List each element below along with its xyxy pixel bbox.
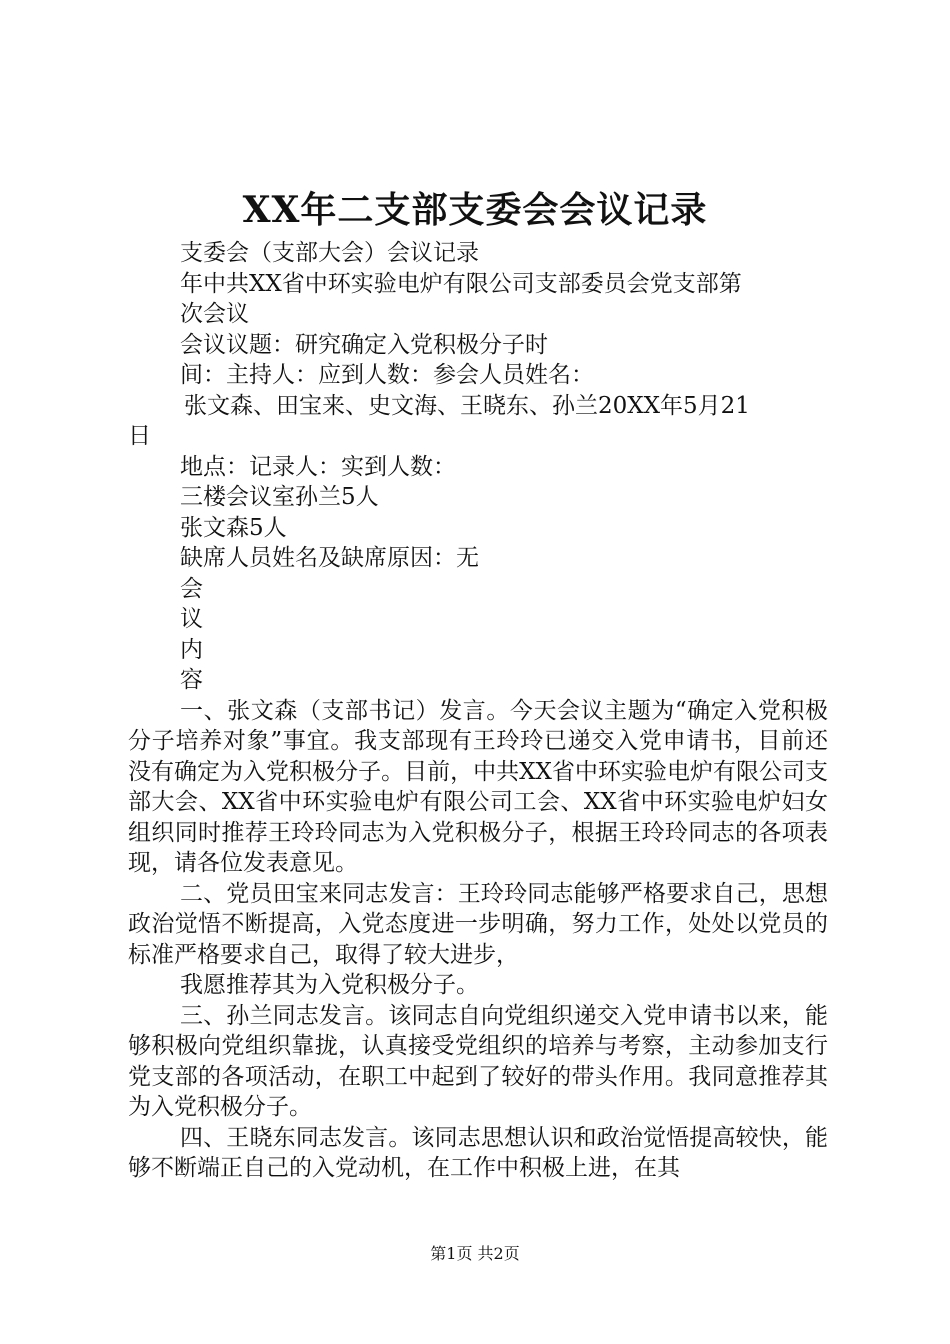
line-attendees: 张文森、田宝来、史文海、王晓东、孙兰20XX年5月21 — [184, 392, 750, 419]
paragraph-2-continuation: 我愿推荐其为入党积极分子。 — [180, 972, 479, 998]
vertical-char: 议 — [180, 606, 203, 632]
line-session: 次会议 — [180, 301, 249, 327]
line-meeting-type: 支委会（支部大会）会议记录 — [180, 240, 479, 266]
line-location-fields: 地点：记录人：实到人数： — [180, 453, 456, 480]
line-day: 日 — [128, 423, 151, 449]
line-organization: 年中共XX省中环实验电炉有限公司支部委员会党支部第 — [180, 270, 742, 297]
line-topic: 会议议题：研究确定入党积极分子时 — [180, 331, 548, 358]
vertical-char: 会 — [180, 575, 203, 602]
paragraph-4: 四、王晓东同志发言。该同志思想认识和政治觉悟提高较快，能够不断端正自己的入党动机，在工作中积极上进，在其 — [128, 1124, 828, 1181]
vertical-char: 内 — [180, 636, 203, 663]
page-footer: 第1页 共2页 — [430, 1244, 520, 1263]
line-location-values: 三楼会议室孙兰5人 — [180, 484, 379, 510]
paragraph-3: 三、孙兰同志发言。该同志自向党组织递交入党申请书以来，能够积极向党组织靠拢，认真接受党组织的培养与考察，主动参加支行党支部的各项活动，在职工中起到了较好的带头作用。我同意推荐其为入党积极分子。 — [128, 1002, 828, 1120]
line-fields: 间：主持人：应到人数：参会人员姓名： — [180, 362, 594, 388]
document-body — [128, 238, 828, 1184]
vertical-char: 容 — [180, 667, 203, 693]
line-host-values: 张文森5人 — [180, 514, 287, 541]
document-title: XX年二支部支委会会议记录 — [242, 189, 708, 231]
paragraph-2: 二、党员田宝来同志发言：王玲玲同志能够严格要求自己，思想政治觉悟不断提高，入党态度进一步明确，努力工作，处处以党员的标准严格要求自己，取得了较大进步， — [128, 880, 828, 968]
line-absent: 缺席人员姓名及缺席原因：无 — [180, 545, 479, 571]
paragraph-1: 一、张文森（支部书记）发言。今天会议主题为“确定入党积极分子培养对象”事宜。我支部现有王玲玲已递交入党申请书，目前还没有确定为入党积极分子。目前，中共XX省中环实验电炉有限公司支部大会、XX省中环实验电炉有限公司工会、XX省中环实验电炉妇女组织同时推荐王玲玲同志为入党积极分子，根据王玲玲同志的各项表现，请各位发表意见。 — [128, 697, 828, 876]
